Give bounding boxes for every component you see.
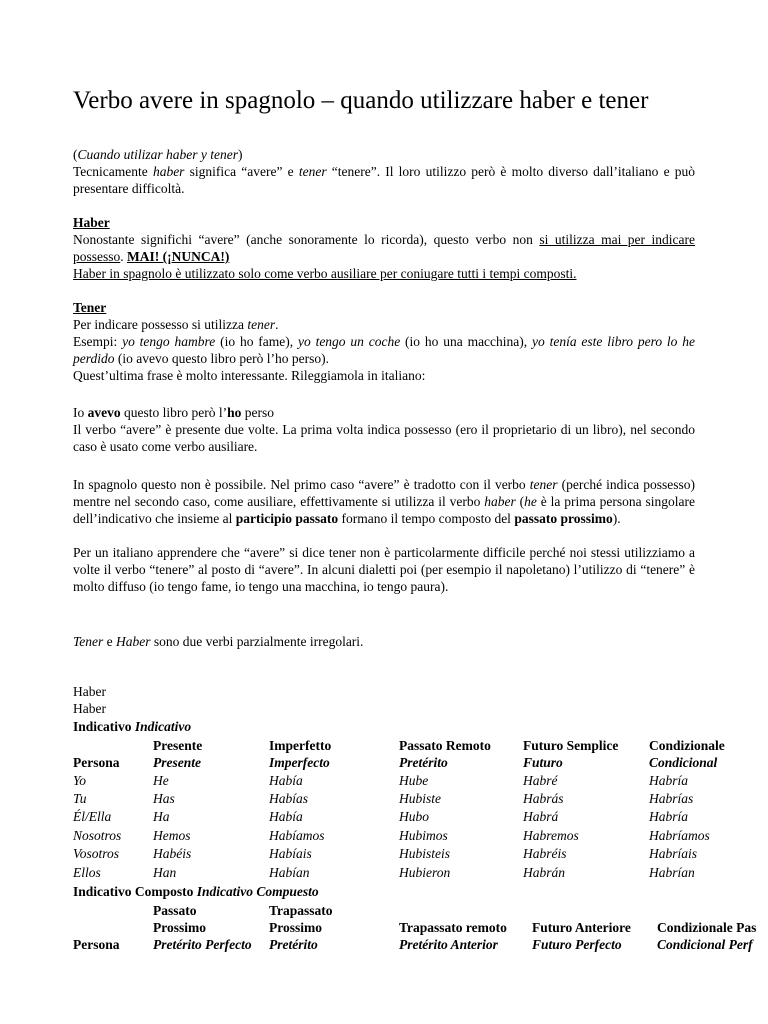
table-cell: Vosotros [73, 846, 120, 861]
example-sentence: Io avevo questo libro però l’ho perso [73, 405, 274, 420]
table-cell: Ellos [73, 865, 101, 880]
table-label: Haber [73, 684, 106, 699]
haber-heading: Haber [73, 215, 110, 230]
table-cell: Hubiste [399, 791, 441, 806]
table-cell: Habría [649, 773, 689, 788]
table-cell: Hubimos [399, 828, 448, 843]
table-cell: Habrás [523, 791, 564, 806]
col-header-it: Futuro Anteriore [532, 920, 631, 935]
page-title: Verbo avere in spagnolo – quando utilizzare haber e tener [73, 87, 649, 114]
persona-header: Persona [73, 937, 120, 952]
table-cell: Hubo [399, 809, 429, 824]
section-indicativo-composto: Indicativo Composto Indicativo Compuesto [73, 884, 319, 899]
col-header-es: Pretérito [269, 937, 318, 952]
table-cell: Habían [269, 865, 310, 880]
table-cell: Yo [73, 773, 87, 788]
col-header-it: Passato [153, 903, 197, 918]
table-cell: Había [269, 773, 303, 788]
table-cell: Habéis [153, 846, 192, 861]
subtitle: (Cuando utilizar haber y tener) [73, 147, 243, 162]
table-cell: Hemos [153, 828, 191, 843]
haber-auxiliary-line: Haber in spagnolo è utilizzato solo come verbo ausiliare per coniugare tutti i tempi composti. [73, 266, 577, 281]
col-header-it: Imperfetto [269, 738, 332, 753]
table-cell: Habremos [523, 828, 579, 843]
table-cell: Él/Ella [73, 809, 112, 824]
table-cell: Nosotros [73, 828, 122, 843]
section-indicativo: Indicativo Indicativo [73, 719, 192, 734]
table-cell: Habríais [649, 846, 698, 861]
col-header-it: Prossimo [269, 920, 322, 935]
table-label: Haber [73, 701, 106, 716]
italian-dialect-paragraph: Per un italiano apprendere che “avere” si dice tener non è particolarmente difficile perché noi stessi utilizziamo a volte il verbo “tenere” al posto di “avere”. In alcuni dialetti poi (per esempio il napoletano) l’utilizzo di “tenere” è molto diffuso (io tengo fame, io tengo una macchina, io tengo paura). [73, 545, 695, 594]
spanish-paragraph: In spagnolo questo non è possibile. Nel primo caso “avere” è tradotto con il verbo tener (perché indica possesso) mentre nel secondo caso, come ausiliare, effettivamente si utilizza il verbo haber (he è la prima persona singolare dell’indicativo che insieme al participio passato formano il tempo composto del passato prossimo). [73, 477, 696, 526]
intro-paragraph: Tecnicamente haber significa “avere” e tener “tenere”. Il loro utilizzo però è molto diverso dall’italiano e può presentare difficoltà. [73, 164, 695, 196]
col-header-es: Pretérito [399, 755, 448, 770]
table-cell: Hubieron [399, 865, 451, 880]
col-header-it: Trapassato remoto [399, 920, 507, 935]
col-header-it: Prossimo [153, 920, 206, 935]
col-header-es: Pretérito Perfecto [153, 937, 252, 952]
col-header-it: Passato Remoto [399, 738, 491, 753]
irregular-note: Tener e Haber sono due verbi parzialmente irregolari. [73, 634, 364, 649]
table-cell: Había [269, 809, 303, 824]
table-cell: Hube [399, 773, 429, 788]
table-cell: Han [153, 865, 177, 880]
example-explanation: Il verbo “avere” è presente due volte. La prima volta indica possesso (ero il proprietario di un libro), nel secondo caso è usato come verbo ausiliare. [73, 422, 695, 454]
table-cell: Tu [73, 791, 87, 806]
table-cell: Habréis [523, 846, 567, 861]
table-cell: Ha [153, 809, 170, 824]
table-cell: Habíais [269, 846, 312, 861]
tener-heading: Tener [73, 300, 107, 315]
table-cell: Habría [649, 809, 689, 824]
table-cell: Habías [269, 791, 309, 806]
col-header-it: Presente [153, 738, 203, 753]
col-header-es: Futuro Perfecto [532, 937, 622, 952]
tener-line: Per indicare possesso si utilizza tener. [73, 317, 279, 332]
tener-note: Quest’ultima frase è molto interessante. Rileggiamola in italiano: [73, 368, 426, 383]
tener-examples: Esempi: yo tengo hambre (io ho fame), yo tengo un coche (io ho una macchina), yo tenía este libro pero lo he perdido (io avevo questo libro però l’ho perso). [73, 334, 696, 366]
col-header-it: Trapassato [269, 903, 333, 918]
table-cell: Habrías [649, 791, 694, 806]
table-cell: Hubisteis [399, 846, 451, 861]
col-header-es: Condicional Perf [657, 937, 753, 952]
table-cell: Habíamos [269, 828, 325, 843]
persona-header: Persona [73, 755, 120, 770]
table-cell: He [153, 773, 169, 788]
col-header-it: Condizionale Pas [657, 920, 757, 935]
col-header-it: Futuro Semplice [523, 738, 619, 753]
table-cell: Habrán [523, 865, 566, 880]
col-header-es: Imperfecto [269, 755, 330, 770]
col-header-it: Condizionale [649, 738, 725, 753]
table-cell: Has [153, 791, 175, 806]
table-cell: Habré [523, 773, 558, 788]
table-cell: Habrá [523, 809, 559, 824]
col-header-es: Pretérito Anterior [399, 937, 498, 952]
haber-paragraph: Nonostante significhi “avere” (anche sonoramente lo ricorda), questo verbo non si utilizza mai per indicare possesso. MAI! (¡NUNCA!) [73, 232, 696, 264]
col-header-es: Condicional [649, 755, 718, 770]
table-cell: Habrían [649, 865, 695, 880]
table-cell: Habríamos [649, 828, 710, 843]
col-header-es: Futuro [523, 755, 563, 770]
col-header-es: Presente [153, 755, 201, 770]
